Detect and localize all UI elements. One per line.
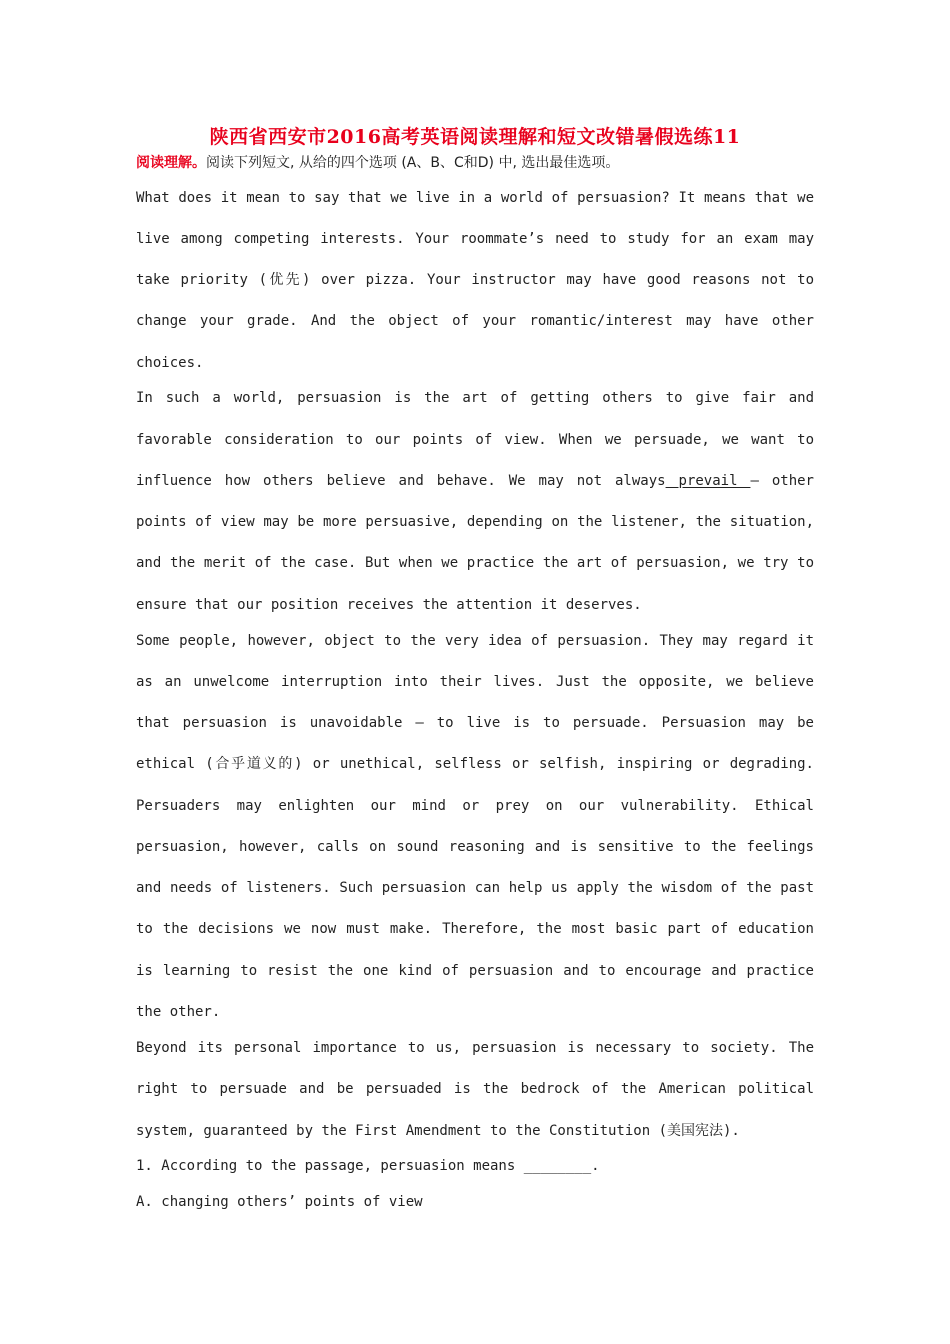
passage-line: and the merit of the case. But when we practice the art of persuasion, we try to [136, 555, 814, 571]
passage-line: Beyond its personal importance to us, persuasion is necessary to society. The [136, 1040, 814, 1056]
passage-line: change your grade. And the object of your romantic/interest may have other [136, 313, 814, 329]
passage-line: and needs of listeners. Such persuasion can help us apply the wisdom of the past [136, 880, 814, 896]
passage-line: points of view may be more persuasive, depending on the listener, the situation, [136, 514, 814, 530]
passage-line: persuasion, however, calls on sound reasoning and is sensitive to the feelings [136, 839, 814, 855]
passage-line: choices. [136, 355, 204, 371]
option-a: A. changing others’ points of view [136, 1194, 423, 1210]
passage-line: ethical (合乎道义的) or unethical, selfless or selfish, inspiring or degrading. [136, 756, 814, 772]
passage-line: ensure that our position receives the attention it deserves. [136, 597, 642, 613]
passage-line: system, guaranteed by the First Amendment to the Constitution (美国宪法). [136, 1123, 740, 1139]
instruction-text: 阅读下列短文, 从给的四个选项 (A、B、C和D) 中, 选出最佳选项。 [206, 155, 620, 171]
passage-line: that persuasion is unavoidable — to live is to persuade. Persuasion may be [136, 715, 814, 731]
passage-line: Persuaders may enlighten our mind or prey on our vulnerability. Ethical [136, 798, 814, 814]
instruction-lead: 阅读理解。 [136, 155, 206, 171]
passage-line-tail: — other [750, 473, 814, 489]
question-1: 1. According to the passage, persuasion means ________. [136, 1158, 600, 1174]
passage-line-text: influence how others believe and behave. We may not always [136, 473, 666, 489]
passage-line: the other. [136, 1004, 221, 1020]
passage-line: as an unwelcome interruption into their lives. Just the opposite, we believe [136, 674, 814, 690]
passage-line: What does it mean to say that we live in a world of persuasion? It means that we [136, 190, 814, 206]
passage-line: In such a world, persuasion is the art of getting others to give fair and [136, 390, 814, 406]
passage-line: to the decisions we now must make. Therefore, the most basic part of education [136, 921, 814, 937]
instruction-line [136, 152, 836, 172]
passage-line-with-underline [136, 472, 814, 490]
passage-line: take priority (优先) over pizza. Your instructor may have good reasons not to [136, 272, 814, 288]
passage-line: Some people, however, object to the very idea of persuasion. They may regard it [136, 633, 814, 649]
passage-line: is learning to resist the one kind of persuasion and to encourage and practice [136, 963, 814, 979]
underlined-word: prevail [665, 473, 751, 489]
passage-line: favorable consideration to our points of view. When we persuade, we want to [136, 432, 814, 448]
passage-line: right to persuade and be persuaded is the bedrock of the American political [136, 1081, 814, 1097]
passage-line: live among competing interests. Your roommate’s need to study for an exam may [136, 231, 814, 247]
document-title: 陕西省西安市2016高考英语阅读理解和短文改错暑假选练11 [209, 126, 741, 148]
